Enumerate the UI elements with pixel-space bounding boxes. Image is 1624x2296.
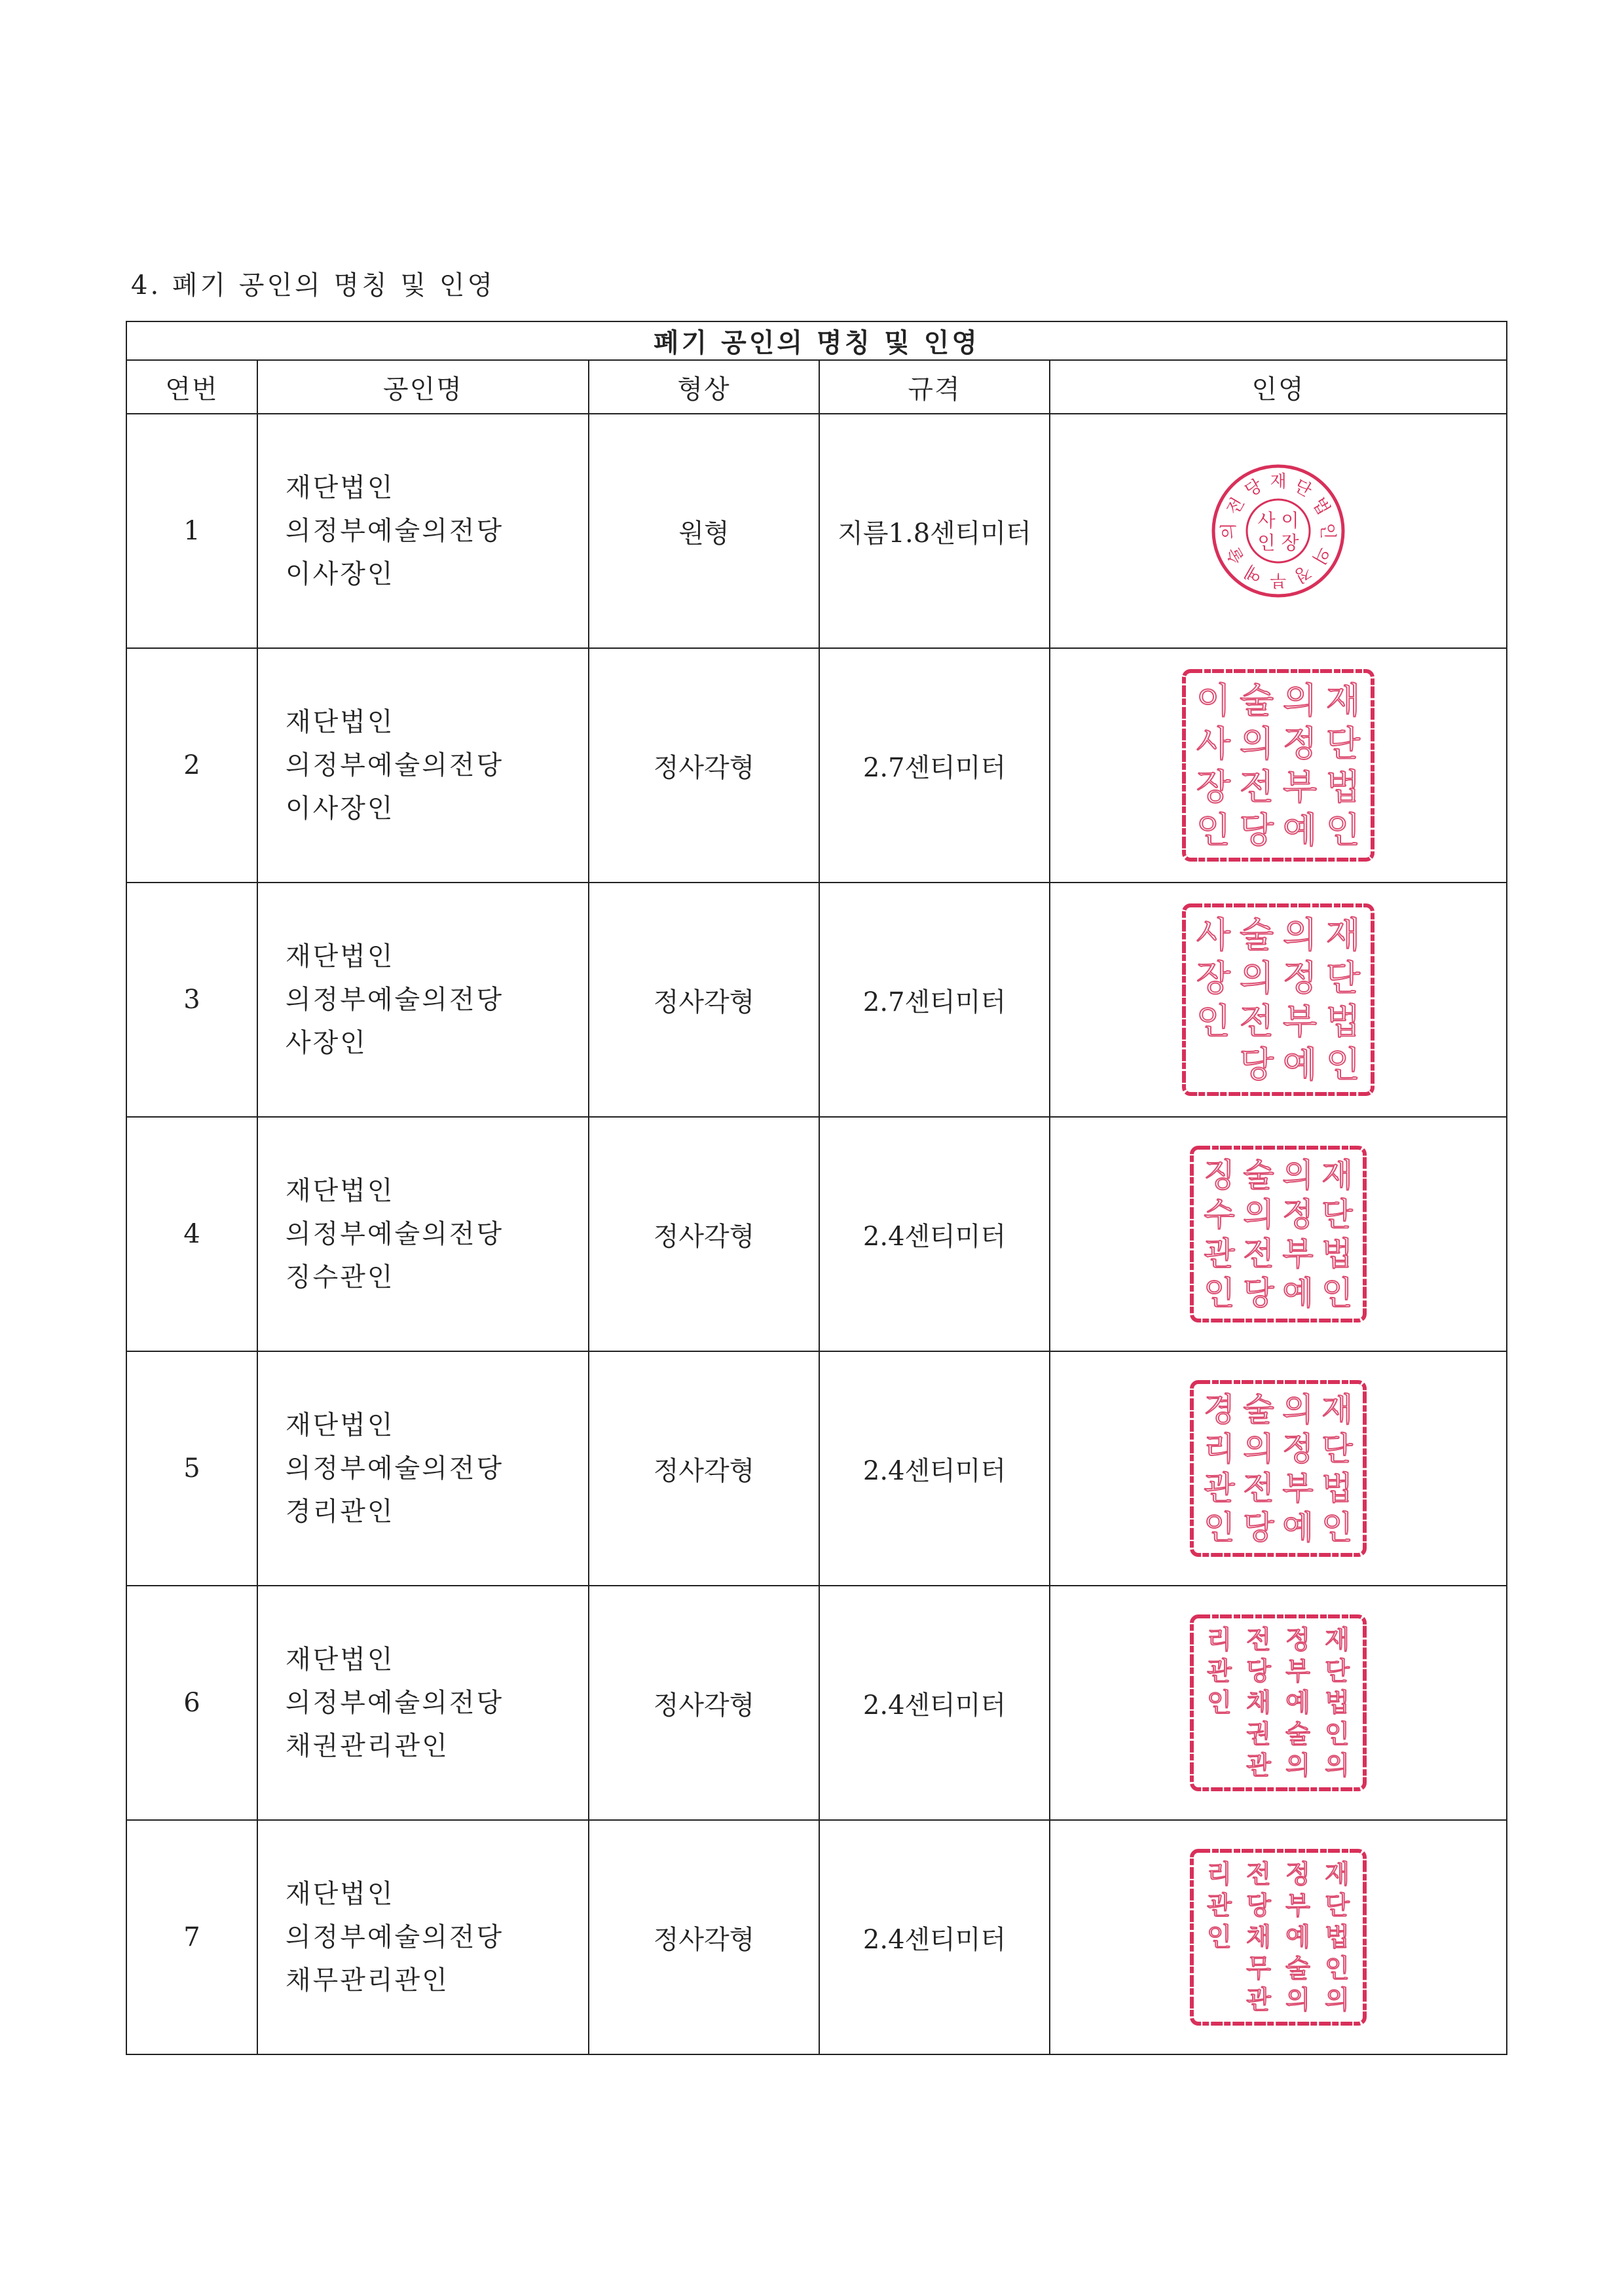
svg-text:법: 법 bbox=[1325, 766, 1361, 808]
svg-text:의: 의 bbox=[1285, 1985, 1311, 2015]
disposed-seals-table bbox=[126, 321, 1507, 2055]
seal-size: 2.4센티미터 bbox=[819, 1820, 1050, 2054]
svg-text:전: 전 bbox=[1223, 494, 1249, 519]
svg-text:정: 정 bbox=[1285, 1859, 1311, 1889]
seal-impression-cell bbox=[1050, 1351, 1507, 1586]
svg-text:법: 법 bbox=[1321, 1235, 1353, 1273]
svg-text:무: 무 bbox=[1246, 1954, 1272, 1984]
table-row bbox=[126, 1351, 1507, 1586]
svg-text:경: 경 bbox=[1204, 1391, 1235, 1429]
svg-text:채: 채 bbox=[1246, 1922, 1272, 1952]
svg-text:술: 술 bbox=[1239, 680, 1274, 721]
seal-name-line: 징수관인 bbox=[286, 1262, 395, 1292]
svg-text:관: 관 bbox=[1207, 1891, 1232, 1921]
svg-text:인: 인 bbox=[1257, 532, 1276, 554]
seal-name-line: 의정부예술의전당 bbox=[286, 985, 504, 1015]
svg-text:의: 의 bbox=[1219, 522, 1240, 539]
seal-shape: 정사각형 bbox=[589, 1820, 819, 2054]
svg-text:재: 재 bbox=[1325, 680, 1361, 721]
svg-text:예: 예 bbox=[1282, 1508, 1314, 1546]
svg-text:부: 부 bbox=[1282, 1235, 1314, 1273]
svg-text:부: 부 bbox=[1282, 1000, 1318, 1042]
seal-name-line: 재단법인 bbox=[286, 1410, 395, 1440]
svg-text:사: 사 bbox=[1196, 723, 1231, 765]
svg-text:재: 재 bbox=[1325, 1859, 1350, 1889]
seal-impression-image bbox=[1180, 902, 1376, 1098]
svg-text:의: 의 bbox=[1285, 1751, 1311, 1781]
svg-text:장: 장 bbox=[1196, 957, 1231, 999]
svg-text:관: 관 bbox=[1204, 1469, 1235, 1507]
svg-text:당: 당 bbox=[1243, 1508, 1274, 1546]
svg-text:술: 술 bbox=[1239, 914, 1274, 956]
seal-name-line: 의정부예술의전당 bbox=[286, 516, 504, 546]
svg-text:단: 단 bbox=[1325, 1891, 1350, 1921]
svg-text:의: 의 bbox=[1282, 1391, 1314, 1429]
seal-shape: 정사각형 bbox=[589, 1351, 819, 1586]
seal-name-line: 채권관리관인 bbox=[286, 1731, 449, 1761]
seal-name-line: 재단법인 bbox=[286, 1645, 395, 1675]
svg-text:법: 법 bbox=[1308, 494, 1334, 519]
seal-impression-image bbox=[1188, 1144, 1369, 1324]
svg-text:예: 예 bbox=[1285, 1922, 1311, 1952]
svg-text:정: 정 bbox=[1282, 1430, 1314, 1468]
svg-text:당: 당 bbox=[1246, 1656, 1272, 1686]
seal-shape: 정사각형 bbox=[589, 883, 819, 1117]
svg-text:관: 관 bbox=[1246, 1985, 1272, 2015]
seal-name-cell bbox=[257, 1586, 589, 1820]
svg-text:부: 부 bbox=[1270, 570, 1287, 590]
svg-text:인: 인 bbox=[1321, 1508, 1353, 1546]
svg-text:재: 재 bbox=[1321, 1156, 1353, 1194]
svg-text:술: 술 bbox=[1285, 1954, 1311, 1984]
svg-text:법: 법 bbox=[1325, 1922, 1350, 1952]
seal-name-line: 이사장인 bbox=[286, 559, 395, 589]
svg-text:사: 사 bbox=[1196, 914, 1231, 956]
svg-text:재: 재 bbox=[1321, 1391, 1353, 1429]
svg-text:의: 의 bbox=[1282, 1156, 1314, 1194]
svg-text:전: 전 bbox=[1239, 766, 1274, 808]
seal-name-line: 의정부예술의전당 bbox=[286, 1688, 504, 1718]
svg-text:의: 의 bbox=[1325, 1751, 1350, 1781]
seal-impression-cell bbox=[1050, 1820, 1507, 2054]
svg-text:당: 당 bbox=[1242, 475, 1266, 501]
svg-text:부: 부 bbox=[1282, 1469, 1314, 1507]
row-number: 3 bbox=[126, 883, 257, 1117]
svg-text:인: 인 bbox=[1204, 1508, 1235, 1546]
table-row bbox=[126, 648, 1507, 883]
seal-size: 2.4센티미터 bbox=[819, 1117, 1050, 1351]
svg-text:술: 술 bbox=[1243, 1156, 1274, 1194]
svg-text:부: 부 bbox=[1285, 1891, 1311, 1921]
seal-shape: 정사각형 bbox=[589, 1586, 819, 1820]
column-header-name: 공인명 bbox=[257, 360, 589, 414]
svg-text:당: 당 bbox=[1239, 809, 1274, 851]
seal-impression-cell bbox=[1050, 648, 1507, 883]
row-number: 1 bbox=[126, 414, 257, 648]
seal-shape: 원형 bbox=[589, 414, 819, 648]
seal-name-cell bbox=[257, 1351, 589, 1586]
svg-text:정: 정 bbox=[1285, 1625, 1311, 1655]
svg-text:정: 정 bbox=[1291, 560, 1315, 587]
seal-name-cell bbox=[257, 883, 589, 1117]
svg-text:장: 장 bbox=[1196, 766, 1231, 808]
svg-text:인: 인 bbox=[1325, 809, 1361, 851]
svg-text:의: 의 bbox=[1282, 680, 1318, 721]
seal-name-line: 사장인 bbox=[286, 1028, 367, 1058]
row-number: 2 bbox=[126, 648, 257, 883]
seal-impression-image bbox=[1188, 1847, 1369, 2028]
svg-text:술: 술 bbox=[1285, 1719, 1311, 1749]
seal-name-line: 경리관인 bbox=[286, 1497, 395, 1527]
svg-text:리: 리 bbox=[1207, 1625, 1232, 1655]
seal-name-line: 의정부예술의전당 bbox=[286, 1219, 504, 1249]
section-heading: 4. 폐기 공인의 명칭 및 인영 bbox=[131, 270, 496, 301]
svg-text:예: 예 bbox=[1285, 1688, 1311, 1718]
svg-text:인: 인 bbox=[1207, 1688, 1232, 1718]
table-row bbox=[126, 1117, 1507, 1351]
seal-shape: 정사각형 bbox=[589, 648, 819, 883]
svg-text:사: 사 bbox=[1257, 509, 1276, 532]
svg-text:단: 단 bbox=[1321, 1430, 1353, 1468]
svg-text:권: 권 bbox=[1246, 1719, 1272, 1749]
svg-text:의: 의 bbox=[1308, 543, 1334, 568]
svg-text:정: 정 bbox=[1282, 1195, 1314, 1233]
svg-text:전: 전 bbox=[1246, 1859, 1272, 1889]
svg-text:징: 징 bbox=[1204, 1156, 1235, 1194]
svg-text:당: 당 bbox=[1246, 1891, 1272, 1921]
seal-impression-cell bbox=[1050, 414, 1507, 648]
svg-text:인: 인 bbox=[1325, 1954, 1350, 1984]
seal-name-line: 의정부예술의전당 bbox=[286, 1922, 504, 1952]
svg-text:전: 전 bbox=[1243, 1235, 1274, 1273]
svg-text:전: 전 bbox=[1239, 1000, 1274, 1042]
svg-text:단: 단 bbox=[1325, 723, 1361, 765]
svg-text:인: 인 bbox=[1325, 1044, 1361, 1085]
table-header-row bbox=[126, 360, 1507, 414]
svg-text:정: 정 bbox=[1282, 957, 1318, 999]
row-number: 6 bbox=[126, 1586, 257, 1820]
svg-text:정: 정 bbox=[1282, 723, 1318, 765]
svg-text:인: 인 bbox=[1325, 1719, 1350, 1749]
svg-text:당: 당 bbox=[1239, 1044, 1274, 1085]
svg-text:예: 예 bbox=[1282, 1044, 1318, 1085]
svg-text:의: 의 bbox=[1243, 1195, 1274, 1233]
svg-text:부: 부 bbox=[1285, 1656, 1311, 1686]
svg-text:전: 전 bbox=[1246, 1625, 1272, 1655]
svg-text:인: 인 bbox=[1321, 1274, 1353, 1312]
svg-text:의: 의 bbox=[1243, 1430, 1274, 1468]
seal-impression-image bbox=[1180, 667, 1376, 864]
svg-text:재: 재 bbox=[1270, 472, 1287, 492]
seal-name-cell bbox=[257, 414, 589, 648]
svg-text:예: 예 bbox=[1242, 560, 1266, 587]
seal-impression-image bbox=[1209, 462, 1347, 600]
seal-name-cell bbox=[257, 1117, 589, 1351]
column-header-no: 연번 bbox=[126, 360, 257, 414]
svg-text:의: 의 bbox=[1282, 914, 1318, 956]
seal-impression-image bbox=[1188, 1378, 1369, 1559]
seal-name-line: 재단법인 bbox=[286, 707, 395, 737]
svg-text:장: 장 bbox=[1281, 532, 1299, 554]
svg-text:예: 예 bbox=[1282, 809, 1318, 851]
seal-size: 2.4센티미터 bbox=[819, 1586, 1050, 1820]
row-number: 5 bbox=[126, 1351, 257, 1586]
seal-size: 지름1.8센티미터 bbox=[819, 414, 1050, 648]
svg-text:단: 단 bbox=[1325, 957, 1361, 999]
svg-text:법: 법 bbox=[1325, 1000, 1361, 1042]
svg-text:예: 예 bbox=[1282, 1274, 1314, 1312]
svg-text:단: 단 bbox=[1291, 475, 1315, 501]
svg-text:관: 관 bbox=[1207, 1656, 1232, 1686]
svg-text:수: 수 bbox=[1204, 1195, 1235, 1233]
svg-text:단: 단 bbox=[1325, 1656, 1350, 1686]
svg-text:전: 전 bbox=[1243, 1469, 1274, 1507]
seal-name-line: 이사장인 bbox=[286, 793, 395, 824]
svg-text:관: 관 bbox=[1204, 1235, 1235, 1273]
seal-impression-cell bbox=[1050, 883, 1507, 1117]
svg-text:술: 술 bbox=[1223, 543, 1249, 568]
svg-text:인: 인 bbox=[1196, 1000, 1231, 1042]
seal-name-cell bbox=[257, 648, 589, 883]
seal-name-line: 의정부예술의전당 bbox=[286, 1453, 504, 1484]
svg-text:단: 단 bbox=[1321, 1195, 1353, 1233]
seal-name-line: 의정부예술의전당 bbox=[286, 750, 504, 780]
seal-size: 2.7센티미터 bbox=[819, 648, 1050, 883]
row-number: 4 bbox=[126, 1117, 257, 1351]
table-row bbox=[126, 414, 1507, 648]
seal-name-line: 재단법인 bbox=[286, 473, 395, 503]
svg-text:의: 의 bbox=[1239, 957, 1274, 999]
svg-text:리: 리 bbox=[1204, 1430, 1235, 1468]
table-caption: 폐기 공인의 명칭 및 인영 bbox=[126, 321, 1507, 360]
svg-text:관: 관 bbox=[1246, 1751, 1272, 1781]
svg-text:의: 의 bbox=[1325, 1985, 1350, 2015]
column-header-seal: 인영 bbox=[1050, 360, 1507, 414]
seal-impression-cell bbox=[1050, 1117, 1507, 1351]
seal-impression-cell bbox=[1050, 1586, 1507, 1820]
svg-text:술: 술 bbox=[1243, 1391, 1274, 1429]
svg-text:당: 당 bbox=[1243, 1274, 1274, 1312]
seal-size: 2.7센티미터 bbox=[819, 883, 1050, 1117]
svg-text:재: 재 bbox=[1325, 914, 1361, 956]
svg-text:법: 법 bbox=[1325, 1688, 1350, 1718]
table-row bbox=[126, 883, 1507, 1117]
svg-text:재: 재 bbox=[1325, 1625, 1350, 1655]
svg-text:인: 인 bbox=[1207, 1922, 1232, 1952]
column-header-size: 규격 bbox=[819, 360, 1050, 414]
svg-text:채: 채 bbox=[1246, 1688, 1272, 1718]
seal-name-cell bbox=[257, 1820, 589, 2054]
svg-text:인: 인 bbox=[1204, 1274, 1235, 1312]
row-number: 7 bbox=[126, 1820, 257, 2054]
svg-text:이: 이 bbox=[1196, 680, 1231, 721]
svg-text:의: 의 bbox=[1239, 723, 1274, 765]
seal-shape: 정사각형 bbox=[589, 1117, 819, 1351]
table-row bbox=[126, 1820, 1507, 2054]
table-row bbox=[126, 1586, 1507, 1820]
seal-size: 2.4센티미터 bbox=[819, 1351, 1050, 1586]
seal-impression-image bbox=[1188, 1613, 1369, 1793]
svg-text:인: 인 bbox=[1196, 809, 1231, 851]
column-header-shape: 형상 bbox=[589, 360, 819, 414]
svg-text:부: 부 bbox=[1282, 766, 1318, 808]
seal-name-line: 재단법인 bbox=[286, 1879, 395, 1909]
seal-name-line: 재단법인 bbox=[286, 1176, 395, 1206]
svg-text:인: 인 bbox=[1318, 522, 1338, 539]
svg-text:법: 법 bbox=[1321, 1469, 1353, 1507]
svg-text:이: 이 bbox=[1281, 509, 1299, 532]
seal-name-line: 재단법인 bbox=[286, 941, 395, 972]
svg-text:리: 리 bbox=[1207, 1859, 1232, 1889]
seal-name-line: 채무관리관인 bbox=[286, 1965, 449, 1995]
